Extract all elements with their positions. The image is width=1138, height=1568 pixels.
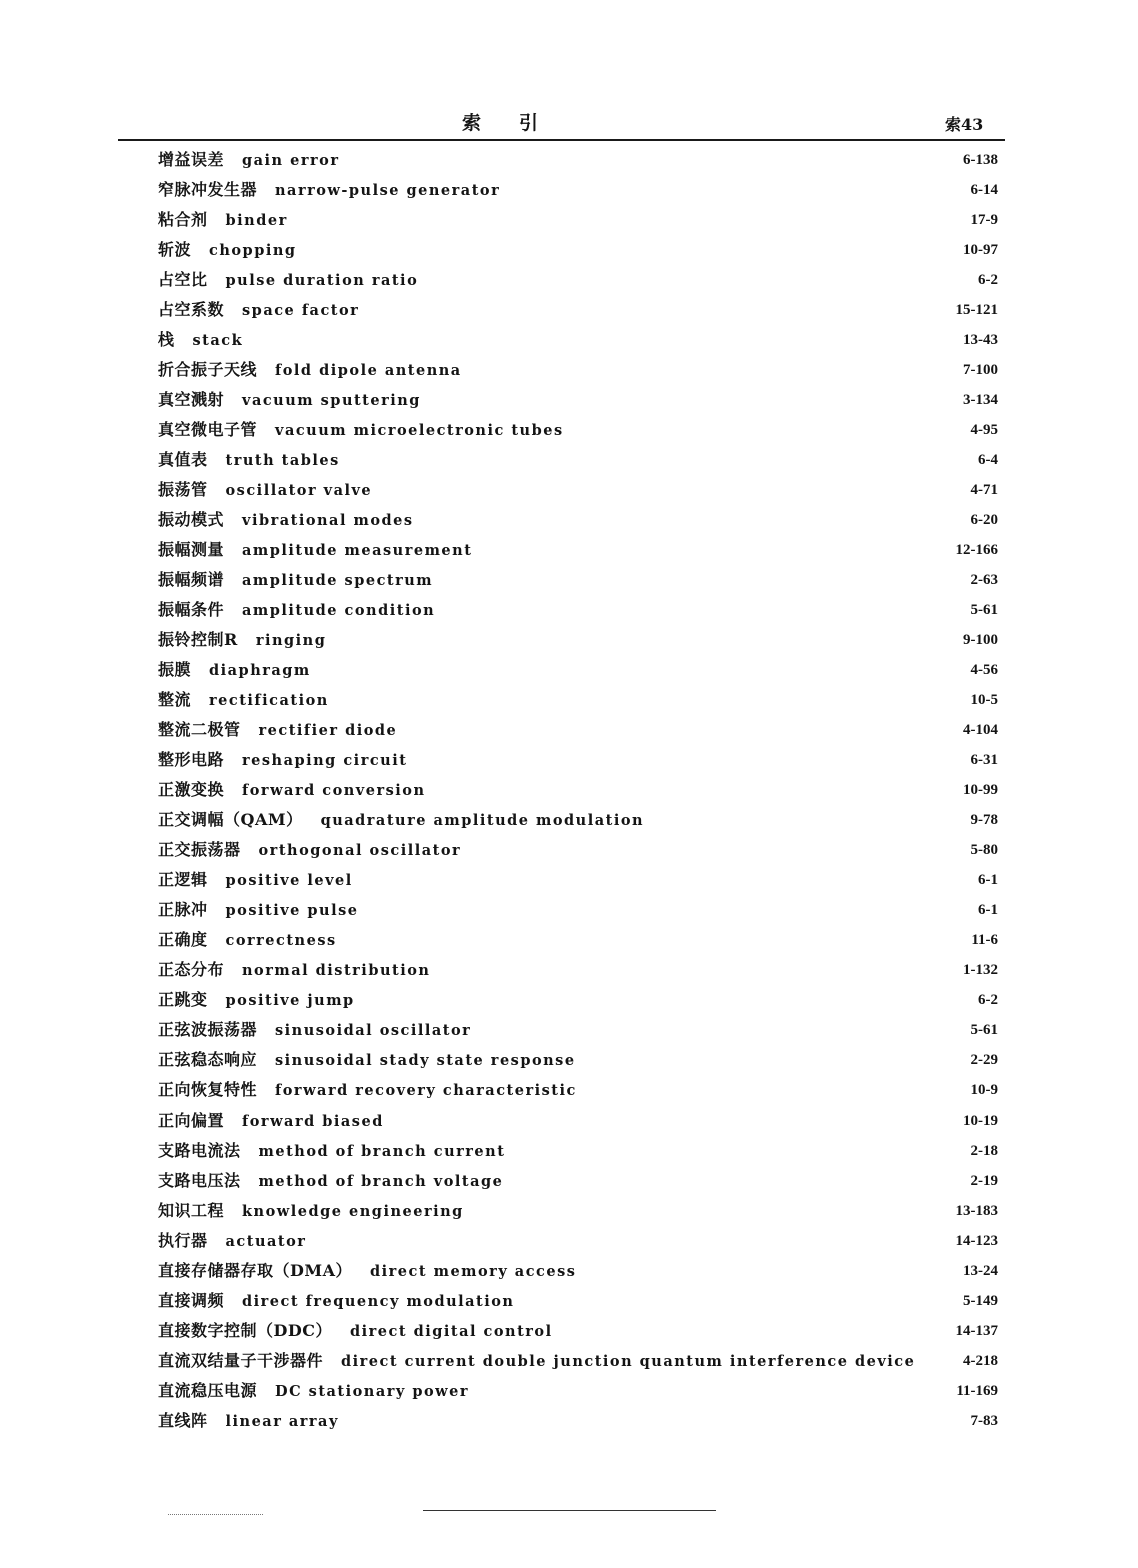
index-entry [158,535,1000,565]
index-entry [158,355,1000,385]
page-reference: 10-99 [963,782,998,799]
term-english: gain error [242,152,340,169]
term-chinese: 振幅测量 [158,540,225,560]
page-reference: 13-24 [963,1262,998,1279]
index-entry [158,625,1000,655]
index-entry [158,835,1000,865]
term-chinese: 占空比 [158,270,208,290]
page-reference: 4-56 [970,662,998,679]
term-chinese: 正确度 [158,930,208,950]
term-english: normal distribution [242,962,431,980]
index-entry [158,295,1000,325]
page-reference: 2-29 [970,1052,998,1069]
term-chinese: 窄脉冲发生器 [158,180,258,200]
page-reference: 10-19 [963,1112,998,1129]
index-entry [158,985,1000,1015]
term-english: forward recovery characteristic [275,1082,577,1100]
index-entry [158,235,1000,265]
index-entry-list [158,145,1000,1436]
index-entry [158,265,1000,295]
page-reference: 2-18 [970,1142,998,1159]
index-entry [158,595,1000,625]
term-english: sinusoidal oscillator [275,1022,472,1040]
term-chinese: 正跳变 [158,990,208,1010]
term-english: forward biased [242,1112,384,1130]
term-chinese: 真空溅射 [158,390,225,410]
term-english: pulse duration ratio [225,272,419,290]
index-entry [158,925,1000,955]
term-english: linear array [225,1412,339,1430]
index-entry [158,895,1000,925]
term-chinese: 真值表 [158,450,208,470]
term-english: space factor [242,302,360,320]
index-entry [158,1316,1000,1346]
term-chinese: 正交振荡器 [158,840,241,860]
page-reference: 6-1 [978,872,998,889]
page-reference: 14-123 [955,1232,998,1249]
term-chinese: 振铃控制R [158,630,238,650]
term-chinese: 增益误差 [158,150,225,169]
index-entry [158,1045,1000,1075]
term-chinese: 真空微电子管 [158,420,258,440]
page-reference: 5-61 [970,602,998,619]
term-chinese: 支路电流法 [158,1140,241,1160]
term-chinese: 直接数字控制（DDC） [158,1320,332,1340]
page-reference: 17-9 [970,212,998,229]
page-title: 索引 [462,112,577,134]
term-english: vibrational modes [242,512,414,530]
term-chinese: 振荡管 [158,480,208,500]
index-entry [158,1256,1000,1286]
page-reference: 10-9 [970,1082,998,1099]
page-number: 索43 [945,115,984,134]
index-entry [158,1196,1000,1226]
footer-divider [423,1510,716,1511]
page-reference: 13-183 [955,1202,998,1219]
term-english: method of branch current [258,1142,506,1160]
term-chinese: 正激变换 [158,780,225,800]
term-english: chopping [209,242,297,260]
page-reference: 1-132 [963,962,998,979]
term-english: DC stationary power [275,1382,470,1400]
term-chinese: 正向恢复特性 [158,1080,258,1100]
index-entry [158,1376,1000,1406]
index-entry [158,805,1000,835]
page-reference: 4-71 [970,482,998,499]
page-reference: 6-20 [970,512,998,529]
term-chinese: 直接存储器存取（DMA） [158,1260,353,1280]
term-chinese: 整形电路 [158,750,225,770]
page-reference: 5-61 [970,1022,998,1039]
index-entry [158,1406,1000,1436]
index-entry [158,385,1000,415]
term-chinese: 整流 [158,690,192,710]
term-english: truth tables [225,452,340,470]
term-chinese: 直流稳压电源 [158,1380,258,1400]
index-entry [158,1346,1000,1376]
term-english: positive pulse [225,902,359,920]
term-chinese: 振膜 [158,660,192,680]
term-english: sinusoidal stady state response [275,1052,576,1070]
page-reference: 4-218 [963,1352,998,1369]
page-reference: 12-166 [955,542,998,559]
term-chinese: 直接调频 [158,1290,225,1310]
index-entry [158,145,1000,175]
page-reference: 2-19 [970,1172,998,1189]
term-english: positive jump [225,992,355,1010]
term-chinese: 粘合剂 [158,210,208,230]
term-english: amplitude condition [242,602,436,620]
term-english: diaphragm [209,662,311,680]
header-divider [118,139,1005,141]
page-reference: 4-104 [963,722,998,739]
index-entry [158,1075,1000,1105]
term-english: ringing [255,632,327,650]
term-english: vacuum sputtering [242,392,421,410]
term-chinese: 占空系数 [158,300,225,320]
index-entry [158,1166,1000,1196]
term-chinese: 正弦波振荡器 [158,1020,258,1040]
term-english: method of branch voltage [258,1172,504,1190]
term-english: oscillator valve [225,482,373,500]
term-english: orthogonal oscillator [258,842,462,860]
term-english: positive level [225,872,353,890]
index-entry [158,445,1000,475]
page-reference: 6-138 [963,152,998,168]
page-reference: 5-80 [970,842,998,859]
term-chinese: 执行器 [158,1230,208,1250]
term-chinese: 直线阵 [158,1410,208,1430]
index-entry [158,685,1000,715]
term-english: rectifier diode [258,722,398,740]
page-reference: 6-2 [978,992,998,1009]
term-chinese: 正态分布 [158,960,225,980]
index-entry [158,955,1000,985]
page-reference: 6-4 [978,452,998,469]
term-english: narrow-pulse generator [275,182,501,200]
term-english: rectification [209,692,329,710]
page-reference: 15-121 [955,302,998,319]
term-chinese: 支路电压法 [158,1170,241,1190]
page-reference: 9-78 [970,812,998,829]
page-reference: 2-63 [970,572,998,589]
term-chinese: 正交调幅（QAM） [158,810,303,830]
term-chinese: 正脉冲 [158,900,208,920]
index-entry [158,775,1000,805]
page-reference: 13-43 [963,332,998,349]
page-reference: 11-6 [971,932,998,949]
page-reference: 6-1 [978,902,998,919]
index-entry [158,655,1000,685]
index-entry [158,325,1000,355]
index-entry [158,505,1000,535]
term-english: reshaping circuit [242,752,408,770]
page-reference: 10-97 [963,242,998,259]
term-english: forward conversion [242,782,426,800]
page-reference: 11-169 [956,1382,998,1399]
term-chinese: 栈 [158,330,175,350]
page-reference: 6-31 [970,752,998,769]
page-reference: 3-134 [963,392,998,409]
term-chinese: 振幅条件 [158,600,225,620]
term-english: direct digital control [350,1322,553,1340]
index-entry [158,175,1000,205]
index-entry [158,1015,1000,1045]
term-english: fold dipole antenna [275,362,462,380]
term-english: actuator [225,1232,307,1250]
term-chinese: 折合振子天线 [158,360,258,380]
index-entry [158,1286,1000,1316]
index-entry [158,745,1000,775]
page-reference: 6-2 [978,272,998,289]
index-entry [158,715,1000,745]
index-entry [158,415,1000,445]
footer-mark [168,1514,263,1515]
term-chinese: 正弦稳态响应 [158,1050,258,1070]
term-english: vacuum microelectronic tubes [275,422,564,440]
term-english: amplitude measurement [242,542,473,560]
term-english: direct frequency modulation [242,1292,515,1310]
index-entry [158,205,1000,235]
term-chinese: 知识工程 [158,1200,225,1220]
page-reference: 10-5 [970,692,998,709]
page-reference: 7-83 [970,1412,998,1429]
term-english: binder [225,212,288,230]
page-reference: 5-149 [963,1292,998,1309]
term-chinese: 直流双结量子干涉器件 [158,1350,324,1370]
page-reference: 9-100 [963,632,998,649]
term-english: direct memory access [370,1262,577,1280]
page-reference: 4-95 [970,422,998,439]
index-entry [158,475,1000,505]
term-chinese: 振动模式 [158,510,225,530]
term-english: quadrature amplitude modulation [320,812,645,830]
page-reference: 14-137 [955,1322,998,1339]
term-chinese: 正逻辑 [158,870,208,890]
term-chinese: 振幅频谱 [158,570,225,590]
term-english: stack [192,332,244,350]
term-chinese: 斩波 [158,240,192,260]
term-english: direct current double junction quantum interference device [341,1352,916,1370]
term-chinese: 整流二极管 [158,720,241,740]
term-english: correctness [225,932,337,950]
term-english: amplitude spectrum [242,572,434,590]
page-reference: 7-100 [963,362,998,379]
term-chinese: 正向偏置 [158,1110,225,1130]
index-entry [158,565,1000,595]
term-english: knowledge engineering [242,1202,464,1220]
index-entry [158,1226,1000,1256]
index-entry [158,1136,1000,1166]
page-reference: 6-14 [970,182,998,199]
index-entry [158,865,1000,895]
index-entry [158,1106,1000,1136]
